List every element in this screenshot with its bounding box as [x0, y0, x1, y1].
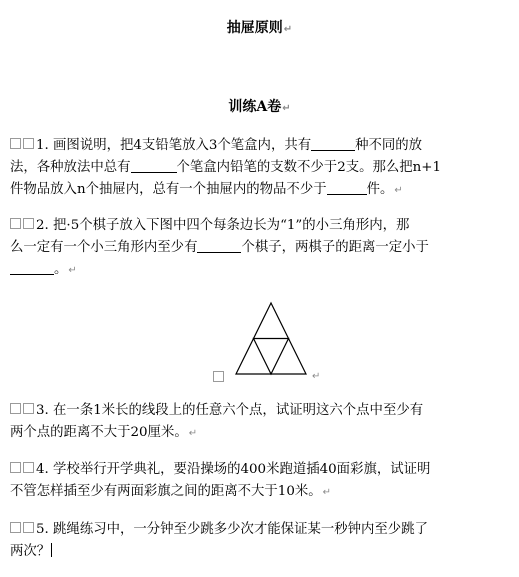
question-number: 4.: [36, 462, 49, 477]
question-line: [10, 541, 510, 563]
paragraph-mark: ↵: [282, 103, 291, 114]
paragraph-mark: ↵: [322, 487, 332, 498]
paragraph-mark: ↵: [188, 428, 198, 439]
question-line: [10, 157, 510, 179]
question-line: [10, 179, 510, 201]
question-line: [10, 237, 510, 259]
question-line: [10, 259, 510, 281]
question-text: 个笔盒内铅笔的支数不少于2支。那么把n+1: [176, 160, 442, 175]
question-text: 在一条1米长的线段上的任意六个点，试证明这六个点中至少有: [53, 403, 424, 418]
question-line: [10, 400, 510, 422]
paragraph-mark: ↵: [283, 24, 293, 35]
document-subtitle: [0, 99, 519, 117]
question-5: [10, 519, 510, 563]
question-text: 么一定有一个小三角形内至少有: [10, 240, 198, 255]
paragraph-mark: ↵: [68, 265, 77, 276]
answer-blank[interactable]: [311, 138, 355, 151]
question-number: 1.: [36, 138, 49, 153]
question-line: [10, 519, 510, 541]
triangle-figure: [0, 300, 519, 390]
answer-blank[interactable]: [10, 262, 54, 275]
checkbox-placeholder-icon: [10, 403, 36, 415]
text-cursor: [51, 543, 52, 557]
anchor-box-icon: [213, 371, 224, 382]
question-line: [10, 215, 510, 237]
question-text: 不管怎样插至少有两面彩旗之间的距离不大于10米。: [10, 484, 322, 499]
question-3: [10, 400, 510, 444]
question-line: [10, 481, 510, 503]
question-text: 学校举行开学典礼，要沿操场的400米跑道插40面彩旗，试证明: [53, 462, 431, 477]
question-number: 3.: [36, 403, 49, 418]
question-text: 画图说明，把4支铅笔放入3个笔盒内，共有: [53, 138, 312, 153]
question-text: 件物品放入n个抽屉内，总有一个抽屉内的物品不少于: [10, 182, 327, 197]
document-title: [0, 20, 519, 38]
question-text: 跳绳练习中，一分钟至少跳多少次才能保证某一秒钟内至少跳了: [53, 522, 428, 537]
question-1: [10, 135, 510, 201]
answer-blank[interactable]: [197, 240, 241, 253]
equilateral-triangle-icon: [236, 303, 306, 374]
question-text: 件。: [366, 182, 394, 197]
question-text: 两个点的距离不大于20厘米。: [10, 425, 188, 440]
question-4: [10, 459, 510, 503]
checkbox-placeholder-icon: [10, 462, 36, 474]
question-text: 两次？: [10, 544, 51, 559]
question-line: [10, 422, 510, 444]
question-text: 种不同的放: [355, 138, 423, 153]
paragraph-mark: ↵: [394, 185, 403, 196]
question-number: 2.: [36, 218, 49, 233]
checkbox-placeholder-icon: [10, 218, 36, 230]
question-text: 法，各种放法中总有: [10, 160, 131, 175]
question-text: 个棋子，两棋子的距离一定小于: [241, 240, 429, 255]
checkbox-placeholder-icon: [10, 522, 36, 534]
question-line: [10, 135, 510, 157]
question-number: 5.: [36, 522, 49, 537]
checkbox-placeholder-icon: [10, 138, 36, 150]
question-2: [10, 215, 510, 281]
subtitle-text: 训练A卷: [228, 99, 282, 115]
question-line: [10, 459, 510, 481]
question-text: 把·5个棋子放入下图中四个每条边长为“1”的小三角形内，那: [53, 218, 410, 233]
title-text: 抽屉原则: [226, 20, 283, 36]
answer-blank[interactable]: [131, 160, 177, 173]
question-text: 。: [54, 262, 68, 277]
answer-blank[interactable]: [327, 182, 367, 195]
inner-triangle: [254, 339, 289, 375]
paragraph-mark: ↵: [312, 371, 321, 382]
